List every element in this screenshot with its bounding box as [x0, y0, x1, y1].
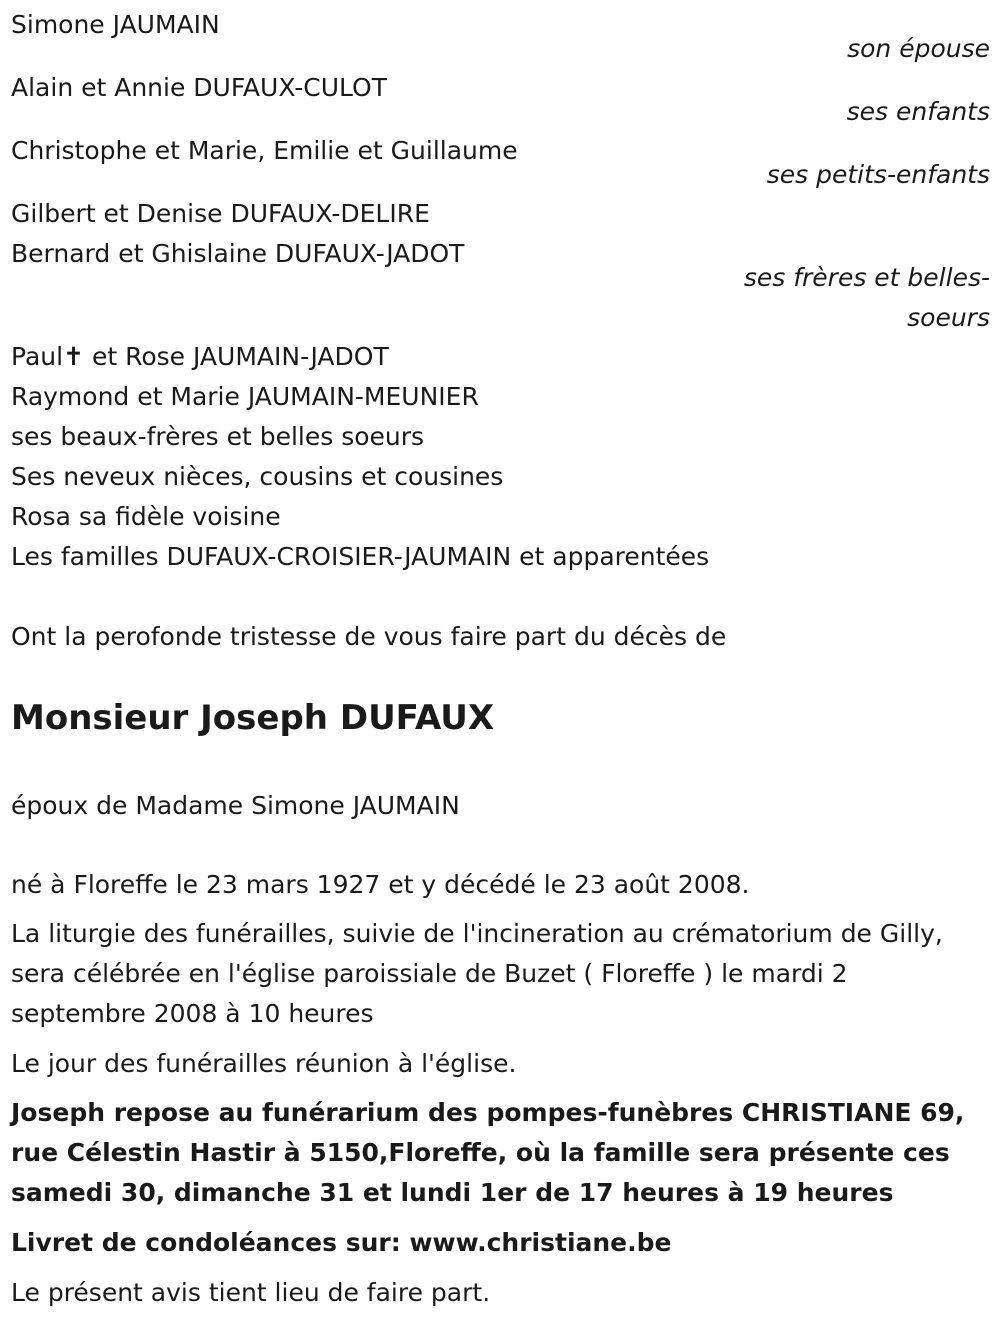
- paul-name: Paul: [11, 342, 64, 371]
- cross-icon: ✝: [63, 342, 85, 371]
- birth-death-line: né à Floreffe le 23 mars 1927 et y décédé le 23 août 2008.: [11, 870, 750, 899]
- family-name-grandchildren: Christophe et Marie, Emilie et Guillaume: [11, 136, 518, 165]
- relation-siblings-line-1: ses frères et belles-: [743, 263, 990, 292]
- condolences-line: Livret de condoléances sur: www.christiane.be: [11, 1228, 672, 1257]
- deceased-name: Monsieur Joseph DUFAUX: [11, 698, 495, 738]
- family-name-sibling-1: Gilbert et Denise DUFAUX-DELIRE: [11, 199, 430, 228]
- funeral-paragraph: La liturgie des funérailles, suivie de l'incineration au crématorium de Gilly, sera célébrée en l'église paroissiale de Buzet ( Floreffe ) le mardi 2 septembre 2008 à 10 heures: [11, 919, 943, 1028]
- extended-line: Les familles DUFAUX-CROISIER-JAUMAIN et apparentées: [11, 542, 710, 571]
- family-name-children: Alain et Annie DUFAUX-CULOT: [11, 73, 387, 102]
- relation-grandchildren: ses petits-enfants: [766, 160, 990, 189]
- relation-spouse: son épouse: [847, 34, 990, 63]
- family-name-sibling-2: Bernard et Ghislaine DUFAUX-JADOT: [11, 239, 465, 268]
- relation-children: ses enfants: [846, 97, 990, 126]
- extended-line: ses beaux-frères et belles soeurs: [11, 422, 425, 451]
- family-name-spouse: Simone JAUMAIN: [11, 10, 220, 39]
- closing-line: Le présent avis tient lieu de faire part.: [11, 1278, 491, 1307]
- extended-line: Raymond et Marie JAUMAIN-MEUNIER: [11, 382, 479, 411]
- relation-siblings-line-2: soeurs: [907, 303, 990, 332]
- extended-line: Ses neveux nièces, cousins et cousines: [11, 462, 504, 491]
- visitation-paragraph: Joseph repose au funérarium des pompes-funèbres CHRISTIANE 69, rue Célestin Hastir à 5150,Floreffe, où la famille sera présente ces samedi 30, dimanche 31 et lundi 1er de 17 heures à 19 heures: [11, 1098, 965, 1207]
- meeting-line: Le jour des funérailles réunion à l'église.: [11, 1049, 517, 1078]
- spouse-line: époux de Madame Simone JAUMAIN: [11, 791, 460, 820]
- announcement-text: Ont la perofonde tristesse de vous faire part du décès de: [11, 622, 727, 651]
- paul-rest: et Rose JAUMAIN-JADOT: [84, 342, 389, 371]
- extended-line-paul: [11, 337, 389, 377]
- extended-line: Rosa sa fidèle voisine: [11, 502, 281, 531]
